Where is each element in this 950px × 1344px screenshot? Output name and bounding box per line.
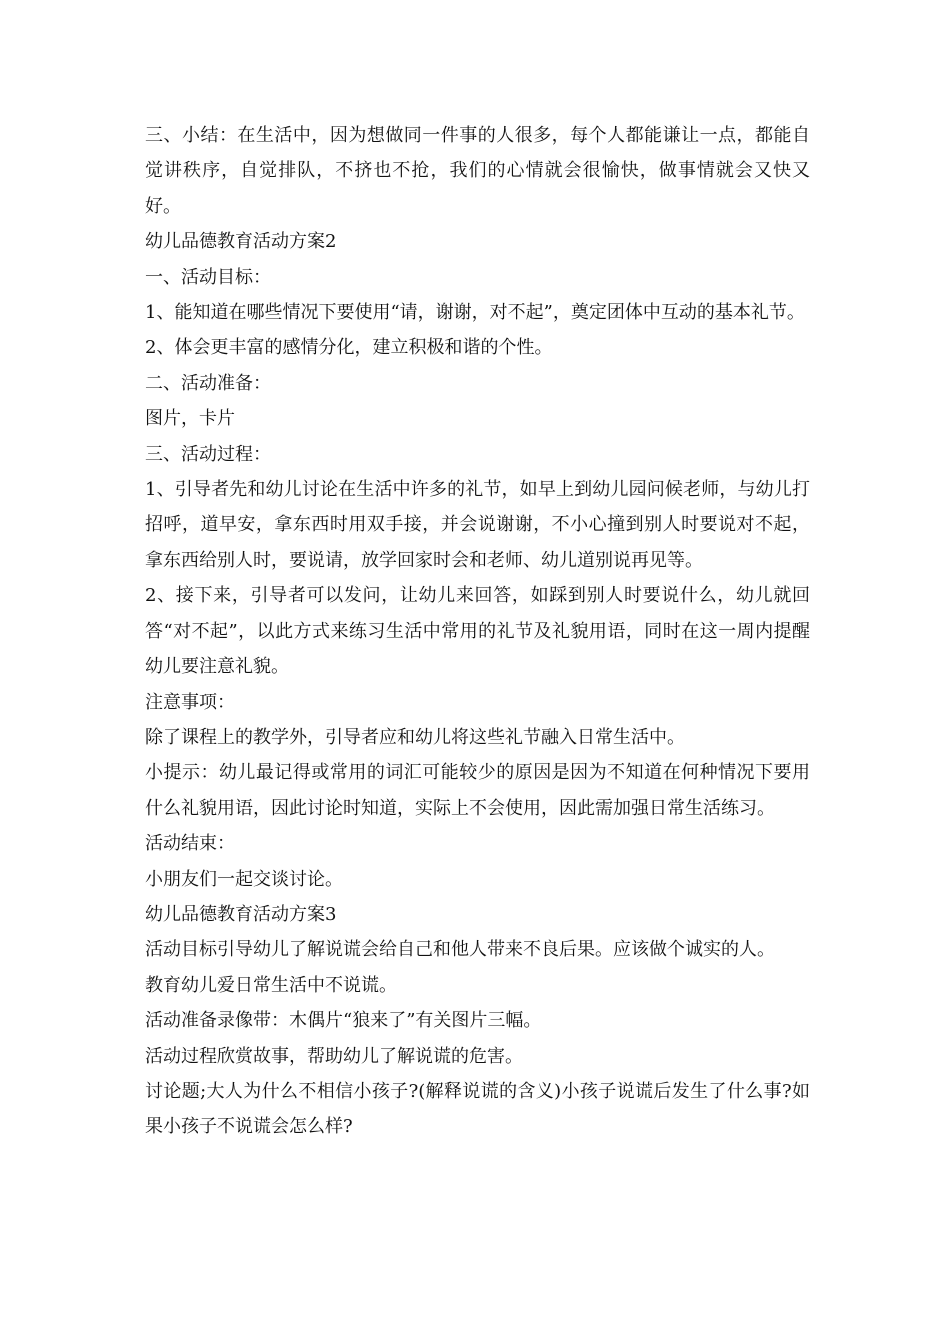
paragraph-tip: 小提示：幼儿最记得或常用的词汇可能较少的原因是因为不知道在何种情况下要用什么礼貌用语，因此讨论时知道，实际上不会使用，因此需加强日常生活练习。 [145,762,810,819]
heading-activity-process: 三、活动过程： [145,443,271,465]
section-heading-plan-3: 幼儿品德教育活动方案3 [145,903,337,925]
paragraph-process-2: 2、接下来，引导者可以发问，让幼儿来回答，如踩到别人时要说什么，幼儿就回答“对不起”，以此方式来练习生活中常用的礼节及礼貌用语，同时在这一周内提醒幼儿要注意礼貌。 [145,585,810,678]
heading-activity-end: 活动结束： [145,833,235,855]
paragraph-notes: 除了课程上的教学外，引导者应和幼儿将这些礼节融入日常生活中。 [145,726,685,748]
paragraph-plan3-education: 教育幼儿爱日常生活中不说谎。 [145,974,397,996]
paragraph-goal-1: 1、能知道在哪些情况下要使用“请，谢谢，对不起”，奠定团体中互动的基本礼节。 [145,302,805,324]
paragraph-plan3-goal: 活动目标引导幼儿了解说谎会给自己和他人带来不良后果。应该做个诚实的人。 [145,939,775,961]
paragraph-plan3-preparation: 活动准备录像带：木偶片“狼来了”有关图片三幅。 [145,1010,542,1032]
document-page [145,118,810,1145]
paragraph-process-1: 1、引导者先和幼儿讨论在生活中许多的礼节，如早上到幼儿园问候老师，与幼儿打招呼，道早安，拿东西时用双手接，并会说谢谢，不小心撞到别人时要说对不起，拿东西给别人时，要说请，放学回家时会和老师、幼儿道别说再见等。 [145,479,810,571]
paragraph-plan3-discussion: 讨论题;大人为什么不相信小孩子?(解释说谎的含义)小孩子说谎后发生了什么事?如果小孩子不说谎会怎么样? [145,1080,810,1138]
heading-activity-preparation: 二、活动准备： [145,372,271,394]
paragraph-goal-2: 2、体会更丰富的感情分化，建立积极和谐的个性。 [145,337,553,359]
paragraph-plan3-process: 活动过程欣赏故事，帮助幼儿了解说谎的危害。 [145,1045,523,1067]
paragraph-activity-end: 小朋友们一起交谈讨论。 [145,868,343,890]
heading-activity-goals: 一、活动目标： [145,266,271,288]
paragraph-preparation: 图片，卡片 [145,408,235,430]
section-heading-plan-2: 幼儿品德教育活动方案2 [145,231,337,253]
paragraph-summary: 三、小结：在生活中，因为想做同一件事的人很多，每个人都能谦让一点，都能自觉讲秩序，自觉排队，不挤也不抢，我们的心情就会很愉快，做事情就会又快又好。 [145,125,810,217]
heading-notes: 注意事项： [145,691,235,713]
